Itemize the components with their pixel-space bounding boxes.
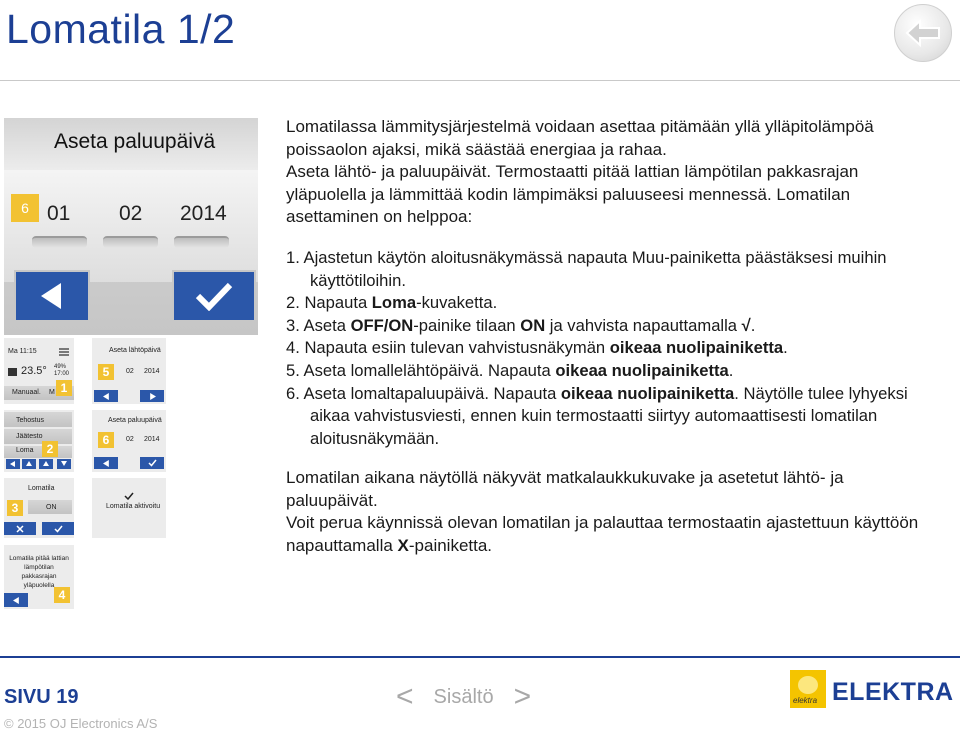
step-6: 6. Aseta lomaltapaluupäivä. Napauta oikeaa nuolipainiketta. Näytölle tulee lyhyeksi aikaa vahvistusviesti, ennen kuin termostaatti siirtyy automaattisesti lomatilan aloitusnäkymään. xyxy=(286,383,908,448)
departure-right-button[interactable] xyxy=(140,390,164,402)
step-1: 1. Ajastetun käytön aloitusnäkymässä napauta Muu-painiketta päästäksesi muihin käyttötiloihin. xyxy=(286,248,887,290)
mini-confirm-screen xyxy=(92,478,166,538)
mini-departure-screen xyxy=(92,338,166,404)
return-month: 02 xyxy=(126,436,134,443)
checkmark-icon xyxy=(194,281,234,311)
left-arrow-icon xyxy=(13,597,20,604)
step-4: 4. Napauta esiin tulevan vahvistusnäkymän oikeaa nuolipainiketta. xyxy=(286,338,788,358)
copyright: © 2015 OJ Electronics A/S xyxy=(4,716,158,731)
outro-line-4: napauttamalla X-painiketta. xyxy=(286,535,493,555)
device-body xyxy=(4,170,258,282)
device-title: Aseta paluupäivä xyxy=(54,130,216,153)
mini-badge-4: 4 xyxy=(54,587,70,603)
step-3: 3. Aseta OFF/ON-painike tilaan ON ja vahvista napauttamalla √. xyxy=(286,315,756,335)
intro-line-1: Lomatilassa lämmitysjärjestelmä voidaan asettaa pitämään yllä ylläpitolämpöä xyxy=(286,117,874,136)
intro-line-4: yläpuolella ja lämmittää kodin lämpimäksi paluuseesi mennessä. Lomatilan xyxy=(286,184,851,204)
back-button[interactable] xyxy=(894,4,952,62)
outro-line-2: paluupäivät. xyxy=(286,490,378,510)
outro-line-1: Lomatilan aikana näytöllä näkyvät matkalaukkukuvake ja asetetut lähtö- ja xyxy=(286,468,844,487)
close-icon xyxy=(16,525,24,533)
contents-link[interactable]: Sisältö xyxy=(433,685,494,708)
day-value: 01 xyxy=(47,202,71,225)
menu-item-tehostus[interactable]: Tehostus xyxy=(16,417,45,424)
mini-badge-6: 6 xyxy=(98,432,114,448)
page-number: SIVU 19 xyxy=(4,686,79,708)
mini-left-button[interactable] xyxy=(6,459,20,469)
menu-icon[interactable] xyxy=(59,348,69,356)
intro-line-5: asettaminen on helppoa: xyxy=(286,207,473,226)
checkmark-icon xyxy=(148,459,157,467)
toggle-value[interactable]: ON xyxy=(46,504,57,511)
left-arrow-icon xyxy=(103,460,110,467)
mini-status: 49% xyxy=(54,364,67,370)
mini-badge-3: 3 xyxy=(7,500,23,516)
year-value: 2014 xyxy=(180,202,227,225)
checkmark-icon xyxy=(124,492,134,500)
menu-item-loma[interactable]: Loma xyxy=(16,447,34,454)
page-title: Lomatila 1/2 xyxy=(6,6,236,52)
header-divider xyxy=(0,80,960,81)
back-arrow-icon xyxy=(904,18,942,48)
departure-title: Aseta lähtöpäivä xyxy=(109,347,161,354)
mini-time: Ma 11:15 xyxy=(8,348,37,355)
departure-left-button[interactable] xyxy=(94,390,118,402)
mini-mode-left[interactable]: Manuaal. xyxy=(12,389,41,396)
menu-row-3[interactable] xyxy=(4,446,72,458)
down-arrow-icon xyxy=(61,461,67,467)
outro-line-3: Voit perua käynnissä olevan lomatilan ja palauttaa termostaatin ajastettuun käyttöön xyxy=(286,513,919,532)
mini-badge-5: 5 xyxy=(98,364,114,380)
year-scroll[interactable] xyxy=(174,236,229,248)
right-arrow-icon xyxy=(149,393,156,400)
month-scroll[interactable] xyxy=(103,236,158,248)
confirm-button[interactable] xyxy=(172,270,256,322)
up-arrow-icon xyxy=(43,461,49,467)
mini-ok-button[interactable] xyxy=(42,522,74,535)
step-badge: 6 xyxy=(11,194,39,222)
day-scroll[interactable] xyxy=(32,236,87,248)
steps-list xyxy=(286,247,958,450)
calendar-icon xyxy=(8,367,17,376)
outro-paragraph xyxy=(286,467,918,557)
checkmark-icon xyxy=(54,525,63,533)
mini-clock: 17:00 xyxy=(54,371,70,377)
device-screen xyxy=(4,118,258,335)
prev-page-link[interactable]: < xyxy=(396,680,414,713)
device-header xyxy=(4,118,258,170)
intro-paragraph xyxy=(286,116,874,229)
intro-line-2: poissaolon ajaksi, mikä säästää energiaa ja rahaa. xyxy=(286,139,667,159)
logo-sun-icon xyxy=(798,676,818,694)
mini-up-button[interactable] xyxy=(22,459,36,469)
mini-badge-2: 2 xyxy=(42,441,58,457)
mini-up-button-2[interactable] xyxy=(39,459,53,469)
departure-month: 02 xyxy=(126,368,134,375)
footer-divider xyxy=(0,656,960,658)
left-arrow-icon xyxy=(10,461,16,467)
up-arrow-icon xyxy=(26,461,32,467)
menu-item-jaatesto[interactable]: Jäätesto xyxy=(16,433,43,440)
mini-home-screen xyxy=(4,338,74,404)
mini-down-button[interactable] xyxy=(57,459,71,469)
mini-badge-1: 1 xyxy=(56,380,72,396)
mini-temp: 23.5° xyxy=(21,365,47,377)
logo-text: ELEKTRA xyxy=(832,678,954,706)
step-5: 5. Aseta lomallelähtöpäivä. Napauta oikeaa nuolipainiketta. xyxy=(286,360,734,380)
mini-holiday-toggle-screen xyxy=(4,478,74,538)
return-title: Aseta paluupäivä xyxy=(108,417,162,424)
mini-menu-screen xyxy=(4,410,74,472)
mini-return-screen xyxy=(92,410,166,472)
mini-mode-right[interactable]: M xyxy=(49,389,55,396)
mini-left-button-2[interactable] xyxy=(4,593,28,607)
return-ok-button[interactable] xyxy=(140,457,164,469)
mini-info-text: Lomatila pitää lattian lämpötilan pakkasrajan yläpuolella xyxy=(9,555,69,589)
return-year: 2014 xyxy=(144,436,160,443)
next-page-link[interactable]: > xyxy=(513,680,532,713)
departure-year: 2014 xyxy=(144,368,160,375)
month-value: 02 xyxy=(119,202,143,225)
left-arrow-icon xyxy=(103,393,110,400)
left-arrow-icon xyxy=(37,281,67,311)
mini-cancel-button[interactable] xyxy=(4,522,36,535)
elektra-logo xyxy=(790,670,958,708)
footer-navigation xyxy=(396,680,531,714)
step-2: 2. Napauta Loma-kuvaketta. xyxy=(286,293,498,313)
confirm-text: Lomatila aktivoitu xyxy=(106,503,161,510)
mini-holiday-title: Lomatila xyxy=(28,485,55,492)
mini-info-screen xyxy=(4,545,74,609)
logo-small-text: elektra xyxy=(793,696,818,705)
intro-line-3: Aseta lähtö- ja paluupäivät. Termostaatti pitää lattian lämpötilan pakkasrajan xyxy=(286,162,859,181)
left-arrow-button[interactable] xyxy=(14,270,90,322)
return-left-button[interactable] xyxy=(94,457,118,469)
